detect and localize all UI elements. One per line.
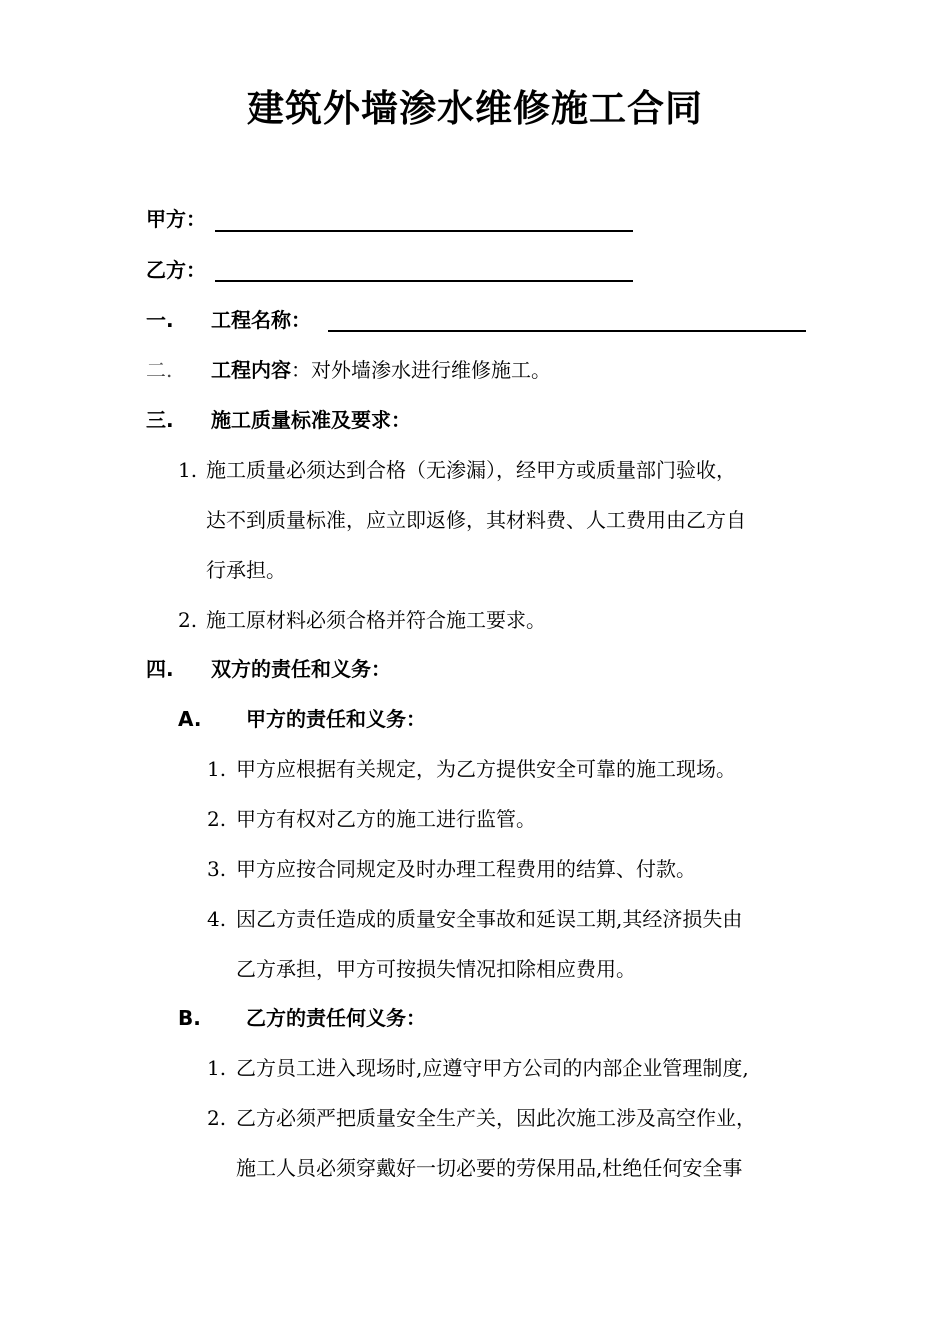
list-item-text: 甲方有权对乙方的施工进行监管。: [236, 807, 536, 831]
list-item-number: 1.: [207, 1056, 227, 1080]
section-number: 四.: [146, 657, 174, 681]
section-heading: 工程名称：: [211, 308, 311, 332]
list-item-text: 甲方应根据有关规定，为乙方提供安全可靠的施工现场。: [236, 757, 736, 781]
section-number: 三.: [146, 408, 174, 432]
section-number: 二.: [146, 358, 173, 382]
list-item-text: 乙方员工进入现场时,应遵守甲方公司的内部企业管理制度,: [236, 1056, 749, 1080]
subsection-number: A.: [178, 707, 202, 731]
list-item-text: 施工质量必须达到合格（无渗漏），经甲方或质量部门验收，: [206, 458, 736, 482]
party-a-label: 甲方：: [146, 207, 206, 231]
list-item-number: 2.: [207, 807, 227, 831]
list-item-number: 2.: [178, 608, 198, 632]
subsection-heading: 乙方的责任何义务：: [246, 1006, 426, 1030]
list-item-number: 1.: [207, 757, 227, 781]
page-title: 建筑外墙渗水维修施工合同: [247, 87, 703, 130]
list-item-number: 3.: [207, 857, 227, 881]
list-item-text: 乙方必须严把质量安全生产关，因此次施工涉及高空作业，: [236, 1106, 756, 1130]
list-item-text: 行承担。: [206, 558, 286, 582]
section-text: ：对外墙渗水进行维修施工。: [291, 358, 551, 382]
section-number: 一.: [146, 308, 174, 332]
subsection-heading: 甲方的责任和义务：: [246, 707, 426, 731]
list-item-number: 1.: [178, 458, 198, 482]
list-item-number: 2.: [207, 1106, 227, 1130]
party-b-label: 乙方：: [146, 258, 206, 282]
section-heading: 工程内容: [211, 358, 291, 382]
project-name-blank-line: [328, 330, 806, 332]
party-b-blank-line: [215, 280, 633, 282]
list-item-text: 甲方应按合同规定及时办理工程费用的结算、付款。: [236, 857, 696, 881]
list-item-text: 乙方承担，甲方可按损失情况扣除相应费用。: [236, 957, 636, 981]
party-a-blank-line: [215, 230, 633, 232]
subsection-number: B.: [178, 1006, 201, 1030]
list-item-text: 达不到质量标准，应立即返修，其材料费、人工费用由乙方自: [206, 508, 746, 532]
section-heading: 双方的责任和义务：: [211, 657, 391, 681]
section-content-line: [211, 358, 551, 382]
list-item-text: 施工原材料必须合格并符合施工要求。: [206, 608, 546, 632]
list-item-number: 4.: [207, 907, 227, 931]
list-item-text: 施工人员必须穿戴好一切必要的劳保用品,杜绝任何安全事: [236, 1156, 743, 1180]
list-item-text: 因乙方责任造成的质量安全事故和延误工期,其经济损失由: [236, 907, 743, 931]
section-heading: 施工质量标准及要求：: [211, 408, 411, 432]
